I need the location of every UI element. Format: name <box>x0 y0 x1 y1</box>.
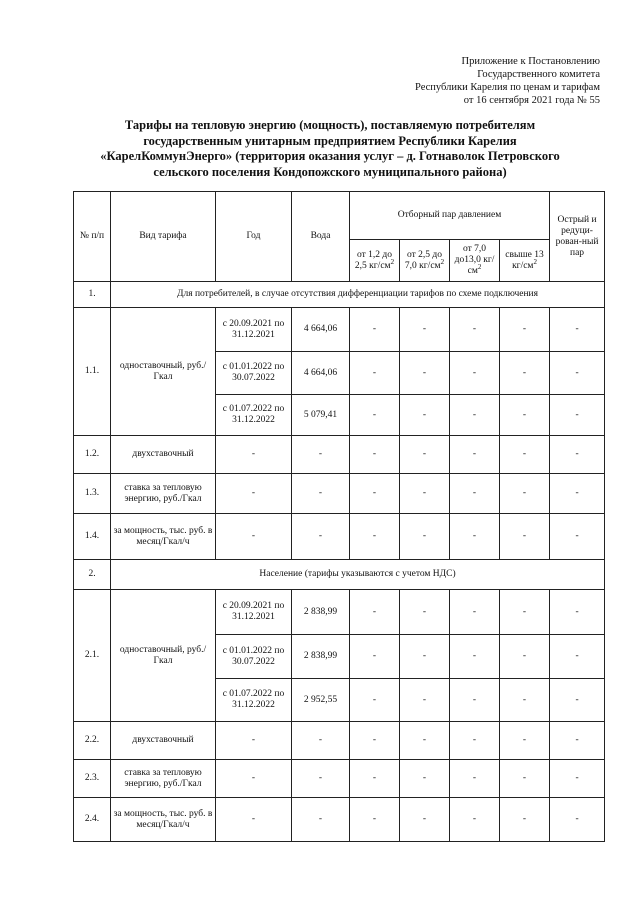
water-value: 2 952,55 <box>292 679 350 722</box>
table-row <box>74 514 605 560</box>
dash-cell: - <box>350 308 400 352</box>
water-value: 4 664,06 <box>292 308 350 352</box>
row-num: 2.2. <box>74 722 111 760</box>
dash-cell: - <box>350 679 400 722</box>
row-num: 1. <box>74 282 111 308</box>
dash-cell: - <box>450 679 500 722</box>
dash-cell: - <box>400 590 450 635</box>
appendix-note <box>340 55 600 107</box>
header-pressure-2 <box>400 240 450 282</box>
dash-cell: - <box>450 635 500 679</box>
dash-cell: - <box>450 590 500 635</box>
section-label: Для потребителей, в случае отсутствия дифференциации тарифов по схеме подключения <box>111 282 605 308</box>
period-cell: с 01.07.2022 по 31.12.2022 <box>216 679 292 722</box>
dash-cell: - <box>350 395 400 436</box>
dash-cell: - <box>292 474 350 514</box>
dash-cell: - <box>216 474 292 514</box>
dash-cell: - <box>450 308 500 352</box>
header-water: Вода <box>292 192 350 282</box>
dash-cell: - <box>500 635 550 679</box>
dash-cell: - <box>550 308 605 352</box>
header-sharp-steam: Острый и редуци-рован-ный пар <box>550 192 605 282</box>
dash-cell: - <box>500 679 550 722</box>
tariff-type: за мощность, тыс. руб. в месяц/Гкал/ч <box>111 514 216 560</box>
pressure-label: свыше 13 кг/см <box>505 249 544 271</box>
dash-cell: - <box>450 474 500 514</box>
appendix-line: Государственного комитета <box>477 69 600 80</box>
dash-cell: - <box>450 352 500 395</box>
period-cell: с 20.09.2021 по 31.12.2021 <box>216 308 292 352</box>
dash-cell: - <box>550 474 605 514</box>
pressure-label: от 2,5 до 7,0 кг/см <box>404 249 442 271</box>
dash-cell: - <box>216 722 292 760</box>
row-num: 2.3. <box>74 760 111 798</box>
dash-cell: - <box>400 635 450 679</box>
tariff-type: ставка за тепловую энергию, руб./Гкал <box>111 760 216 798</box>
dash-cell: - <box>450 395 500 436</box>
tariff-type: двухставочный <box>111 436 216 474</box>
dash-cell: - <box>550 635 605 679</box>
water-value: 5 079,41 <box>292 395 350 436</box>
dash-cell: - <box>500 436 550 474</box>
dash-cell: - <box>292 514 350 560</box>
dash-cell: - <box>400 308 450 352</box>
dash-cell: - <box>550 679 605 722</box>
row-num: 1.3. <box>74 474 111 514</box>
dash-cell: - <box>450 722 500 760</box>
unit-exponent: 2 <box>390 257 395 266</box>
header-pressure-3 <box>450 240 500 282</box>
dash-cell: - <box>350 635 400 679</box>
dash-cell: - <box>500 352 550 395</box>
unit-exponent: 2 <box>477 262 482 271</box>
dash-cell: - <box>550 590 605 635</box>
dash-cell: - <box>550 436 605 474</box>
dash-cell: - <box>400 352 450 395</box>
dash-cell: - <box>550 352 605 395</box>
header-pressure-4 <box>500 240 550 282</box>
dash-cell: - <box>216 760 292 798</box>
dash-cell: - <box>500 722 550 760</box>
period-cell: с 01.01.2022 по 30.07.2022 <box>216 635 292 679</box>
header-steam: Отборный пар давлением <box>350 192 550 240</box>
dash-cell: - <box>292 760 350 798</box>
dash-cell: - <box>400 679 450 722</box>
pressure-label: от 1,2 до 2,5 кг/см <box>354 249 392 271</box>
dash-cell: - <box>450 436 500 474</box>
dash-cell: - <box>500 395 550 436</box>
header-type: Вид тарифа <box>111 192 216 282</box>
dash-cell: - <box>500 760 550 798</box>
tariff-type: за мощность, тыс. руб. в месяц/Гкал/ч <box>111 798 216 842</box>
dash-cell: - <box>292 436 350 474</box>
appendix-line: от 16 сентября 2021 года № 55 <box>463 95 600 106</box>
dash-cell: - <box>550 514 605 560</box>
tariff-type: двухставочный <box>111 722 216 760</box>
tariff-table <box>73 191 605 842</box>
dash-cell: - <box>216 436 292 474</box>
row-num: 1.4. <box>74 514 111 560</box>
dash-cell: - <box>292 722 350 760</box>
tariff-type: ставка за тепловую энергию, руб./Гкал <box>111 474 216 514</box>
table-row <box>74 308 605 352</box>
dash-cell: - <box>350 474 400 514</box>
title-line: Тарифы на тепловую энергию (мощность), поставляемую потребителям <box>124 118 536 132</box>
header-pressure-1 <box>350 240 400 282</box>
table-row <box>74 798 605 842</box>
dash-cell: - <box>350 436 400 474</box>
dash-cell: - <box>500 590 550 635</box>
period-cell: с 01.07.2022 по 31.12.2022 <box>216 395 292 436</box>
dash-cell: - <box>500 308 550 352</box>
dash-cell: - <box>450 798 500 842</box>
row-num: 2. <box>74 560 111 590</box>
tariff-type: одноставочный, руб./Гкал <box>111 590 216 722</box>
dash-cell: - <box>400 798 450 842</box>
table-row <box>74 474 605 514</box>
appendix-line: Республики Карелия по ценам и тарифам <box>415 82 600 93</box>
pressure-label: от 7,0 до13,0 кг/см <box>454 244 495 276</box>
table-row <box>74 436 605 474</box>
dash-cell: - <box>350 352 400 395</box>
water-value: 2 838,99 <box>292 635 350 679</box>
title-line: «КарелКоммунЭнерго» (территория оказания услуг – д. Готнаволок Петровского <box>100 149 560 163</box>
dash-cell: - <box>350 514 400 560</box>
tariff-type: одноставочный, руб./Гкал <box>111 308 216 436</box>
header-num: № п/п <box>74 192 111 282</box>
dash-cell: - <box>450 760 500 798</box>
title-line: государственным унитарным предприятием Республики Карелия <box>143 133 517 148</box>
dash-cell: - <box>500 514 550 560</box>
dash-cell: - <box>216 514 292 560</box>
water-value: 4 664,06 <box>292 352 350 395</box>
dash-cell: - <box>400 436 450 474</box>
dash-cell: - <box>550 722 605 760</box>
dash-cell: - <box>450 514 500 560</box>
water-value: 2 838,99 <box>292 590 350 635</box>
document-title <box>70 118 590 180</box>
dash-cell: - <box>550 798 605 842</box>
appendix-line: Приложение к Постановлению <box>461 56 600 67</box>
dash-cell: - <box>500 798 550 842</box>
dash-cell: - <box>500 474 550 514</box>
unit-exponent: 2 <box>440 257 445 266</box>
row-num: 1.2. <box>74 436 111 474</box>
dash-cell: - <box>400 474 450 514</box>
dash-cell: - <box>292 798 350 842</box>
row-num: 2.4. <box>74 798 111 842</box>
section-label: Население (тарифы указываются с учетом НДС) <box>111 560 605 590</box>
dash-cell: - <box>216 798 292 842</box>
dash-cell: - <box>400 760 450 798</box>
dash-cell: - <box>350 760 400 798</box>
header-year: Год <box>216 192 292 282</box>
dash-cell: - <box>400 395 450 436</box>
dash-cell: - <box>350 590 400 635</box>
table-row <box>74 590 605 635</box>
row-num: 2.1. <box>74 590 111 722</box>
dash-cell: - <box>550 395 605 436</box>
period-cell: с 01.01.2022 по 30.07.2022 <box>216 352 292 395</box>
table-row <box>74 722 605 760</box>
section-row <box>74 282 605 308</box>
dash-cell: - <box>400 722 450 760</box>
dash-cell: - <box>350 722 400 760</box>
dash-cell: - <box>550 760 605 798</box>
title-line: сельского поселения Кондопожского муниципального района) <box>153 164 507 179</box>
unit-exponent: 2 <box>533 257 537 266</box>
section-row <box>74 560 605 590</box>
dash-cell: - <box>400 514 450 560</box>
period-cell: с 20.09.2021 по 31.12.2021 <box>216 590 292 635</box>
row-num: 1.1. <box>74 308 111 436</box>
table-row <box>74 760 605 798</box>
dash-cell: - <box>350 798 400 842</box>
header-row <box>74 192 605 240</box>
